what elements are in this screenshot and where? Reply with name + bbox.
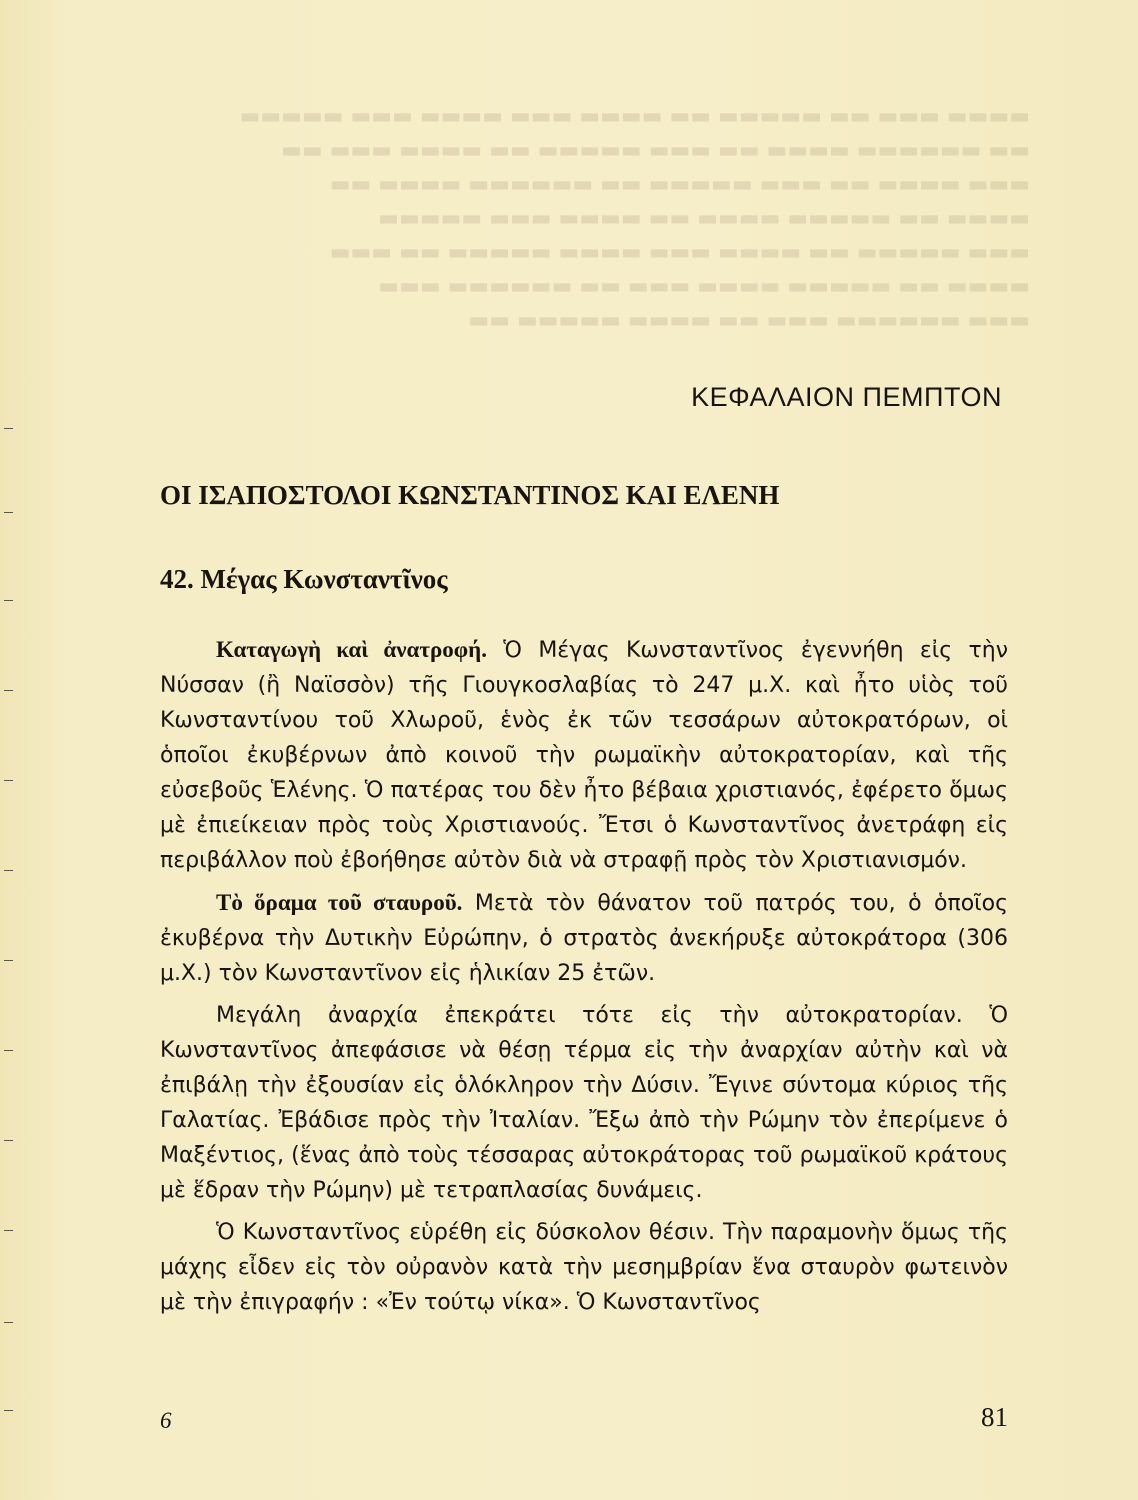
body-text bbox=[160, 632, 1008, 1327]
paragraph-text: Ὁ Μέγας Κωνσταντῖνος ἐγεννήθη εἰς τὴν Νύσσαν (ἢ Ναϊσσὸν) τῆς Γιουγκοσλαβίας τὸ 247 μ.Χ. καὶ ἦτο υἱὸς τοῦ Κωνσταντίνου τοῦ Χλωροῦ, ἑνὸς ἐκ τῶν τεσσάρων αὐτοκρατόρων, οἱ ὁποῖοι ἐκυβέρνων ἀπὸ κοινοῦ τὴν ρωμαϊκὴν αὐτοκρατορίαν, καὶ τῆς εὐσεβοῦς Ἑλένης. Ὁ πατέρας του δὲν ἦτο βέβαια χριστιανός, ἐφέρετο ὅμως μὲ ἐπιείκειαν πρὸς τοὺς Χριστιανούς. Ἔτσι ὁ Κωνσταντῖνος ἀνετράφη εἰς περιβάλλον ποὺ ἐβοήθησε αὐτὸν διὰ νὰ στραφῇ πρὸς τὸν Χριστιανισμόν. bbox=[160, 638, 1008, 873]
paragraph-lead: Καταγωγὴ καὶ ἀνατροφή. bbox=[216, 637, 487, 662]
paragraph-text: Μετὰ τὸν θάνατον τοῦ πατρός του, ὁ ὁποῖος ἐκυβέρνα τὴν Δυτικὴν Εὐρώπην, ὁ στρατὸς ἀνεκήρυξε αὐτοκράτορα (306 μ.Χ.) τὸν Κωνσταντῖνον εἰς ἡλικίαν 25 ἐτῶν. bbox=[160, 891, 1008, 986]
main-title: ΟΙ ΙΣΑΠΟΣΤΟΛΟΙ ΚΩΝΣΤΑΝΤΙΝΟΣ ΚΑΙ ΕΛΕΝΗ bbox=[160, 480, 780, 510]
paragraph bbox=[160, 885, 1008, 991]
paragraph-lead: Τὸ ὅραμα τοῦ σταυροῦ. bbox=[216, 890, 463, 915]
printer-signature-mark: 6 bbox=[160, 1408, 172, 1433]
paragraph-text: Μεγάλη ἀναρχία ἐπεκράτει τότε εἰς τὴν αὐτοκρατορίαν. Ὁ Κωνσταντῖνος ἀπεφάσισε νὰ θέσῃ τέρμα εἰς τὴν ἀναρχίαν αὐτὴν καὶ νὰ ἐπιβάλῃ τὴν ἐξουσίαν εἰς ὁλόκληρον τὴν Δύσιν. Ἔγινε σύντομα κύριος τῆς Γαλατίας. Ἐβάδισε πρὸς τὴν Ἰταλίαν. Ἔξω ἀπὸ τὴν Ρώμην τὸν ἐπερίμενε ὁ Μαξέντιος, (ἕνας ἀπὸ τοὺς τέσσαρας αὐτοκράτορας τοῦ ρωμαϊκοῦ κράτους μὲ ἕδραν τὴν Ρώμην) μὲ τετραπλασίας δυνάμεις. bbox=[160, 1003, 1008, 1203]
paragraph-text: Ὁ Κωνσταντῖνος εὑρέθη εἰς δύσκολον θέσιν. Τὴν παραμονὴν ὅμως τῆς μάχης εἶδεν εἰς τὸν οὐρανὸν κατὰ τὴν μεσημβρίαν ἕνα σταυρὸν φωτεινὸν μὲ τὴν ἐπιγραφήν : «Ἐν τούτῳ νίκα». Ὁ Κωνσταντῖνος bbox=[160, 1220, 1008, 1315]
paragraph bbox=[160, 632, 1008, 878]
left-margin-marks bbox=[0, 0, 20, 1500]
paragraph bbox=[160, 998, 1008, 1208]
chapter-heading: ΚΕΦΑΛΑΙΟΝ ΠΕΜΠΤΟΝ bbox=[691, 382, 1002, 412]
page-number: 81 bbox=[981, 1402, 1008, 1432]
show-through-texture: ▬▬▬▬ ▬▬▬ ▬▬ ▬▬▬▬▬ ▬▬ ▬▬▬▬ ▬▬▬ ▬▬▬▬ ▬▬▬ ▬▬▬▬▬ ▬▬ ▬▬▬▬▬▬ ▬▬▬▬ ▬▬ ▬▬▬ ▬▬▬▬▬ ▬▬ ▬▬▬▬ ▬▬▬ ▬▬ ▬▬▬ ▬▬▬▬ ▬▬ ▬▬▬ ▬▬▬▬▬ ▬▬ ▬▬▬▬▬▬ ▬▬▬▬ ▬▬ ▬▬▬▬ ▬▬ ▬▬▬▬▬ ▬▬▬▬ ▬▬ ▬▬▬▬ ▬▬▬ ▬▬▬▬▬ ▬▬▬ ▬▬▬▬▬ ▬▬ ▬▬▬▬ ▬▬▬ ▬▬▬▬ ▬▬▬▬▬ ▬▬ ▬▬▬ ▬▬▬▬ ▬▬ ▬▬▬▬▬ ▬▬▬▬ ▬▬▬ ▬▬ ▬▬▬▬▬▬ ▬▬▬ ▬▬▬ ▬▬▬▬▬▬ ▬▬▬ ▬▬ ▬▬▬▬ ▬▬▬▬▬ ▬▬ bbox=[239, 104, 1030, 333]
paragraph bbox=[160, 1215, 1008, 1320]
section-heading: 42. Μέγας Κωνσταντῖνος bbox=[160, 564, 448, 594]
